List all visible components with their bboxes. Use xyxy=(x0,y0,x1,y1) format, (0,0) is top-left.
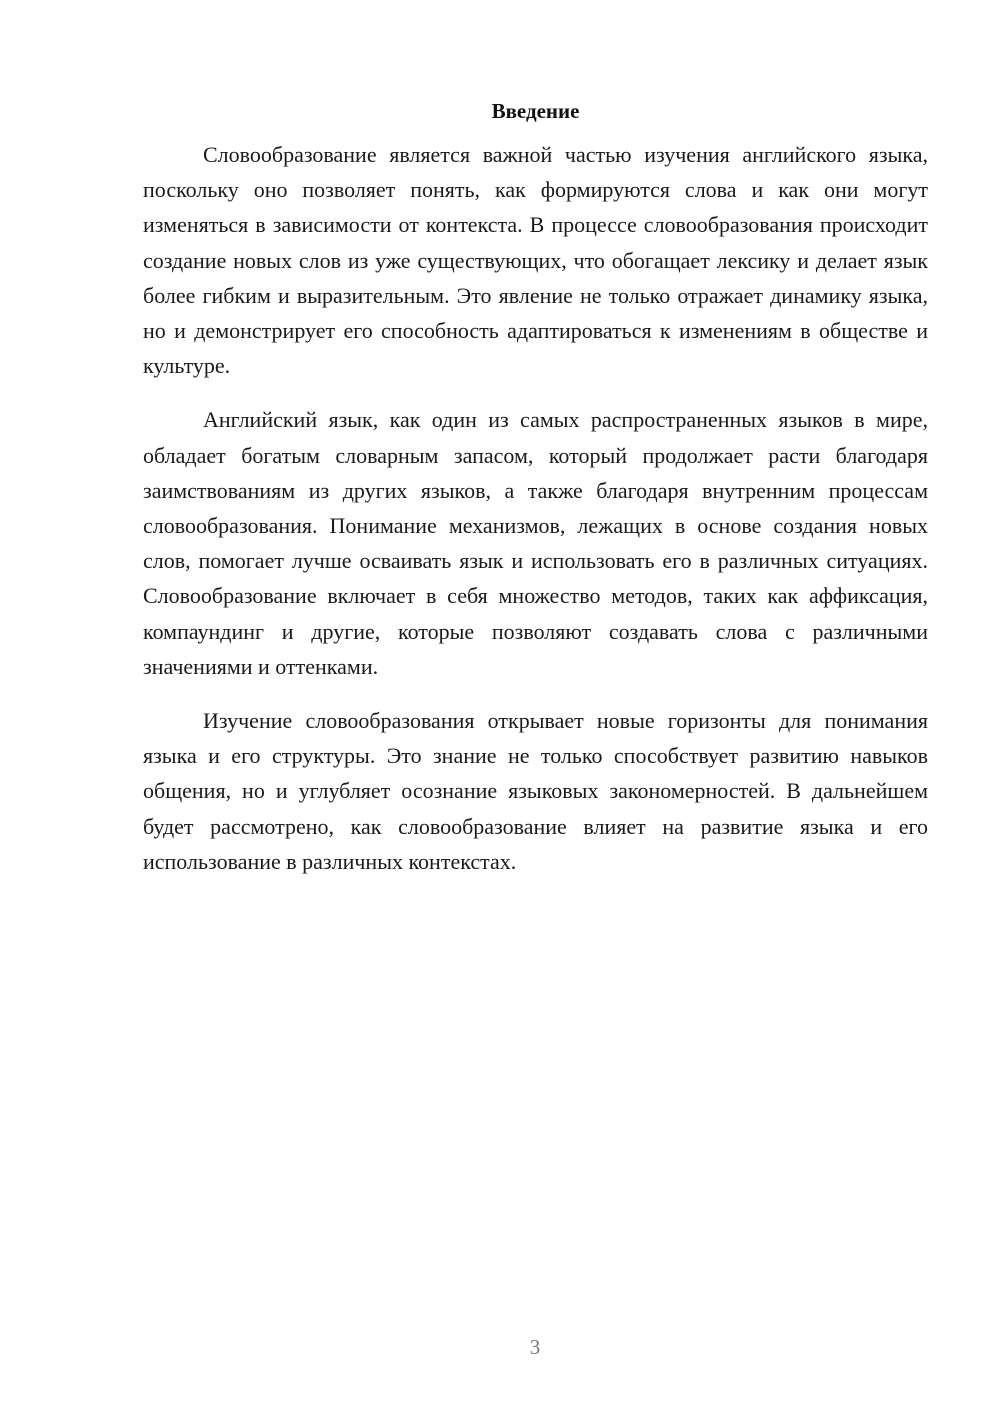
paragraph-3: Изучение словообразования открывает новые горизонты для понимания языка и его структуры. Это знание не только способствует развитию навыков общения, но и углубляет осознание языковых закономерностей. В дальнейшем будет рассмотрено, как словообразование влияет на развитие языка и его использование в различных контекстах. xyxy=(143,708,928,874)
section-heading: Введение xyxy=(491,99,580,123)
page-content xyxy=(143,96,928,898)
paragraph-2: Английский язык, как один из самых распространенных языков в мире, обладает богатым словарным запасом, который продолжает расти благодаря заимствованиям из других языков, а также благодаря внутренним процессам словообразования. Понимание механизмов, лежащих в основе создания новых слов, помогает лучше осваивать язык и использовать его в различных ситуациях. Словообразование включает в себя множество методов, таких как аффиксация, компаундинг и другие, которые позволяют создавать слова с различными значениями и оттенками. xyxy=(143,407,928,679)
page-number: 3 xyxy=(529,1335,541,1359)
paragraph-1: Словообразование является важной частью изучения английского языка, поскольку оно позволяет понять, как формируются слова и как они могут изменяться в зависимости от контекста. В процессе словообразования происходит создание новых слов из уже существующих, что обогащает лексику и делает язык более гибким и выразительным. Это явление не только отражает динамику языка, но и демонстрирует его способность адаптироваться к изменениям в обществе и культуре. xyxy=(143,142,928,379)
